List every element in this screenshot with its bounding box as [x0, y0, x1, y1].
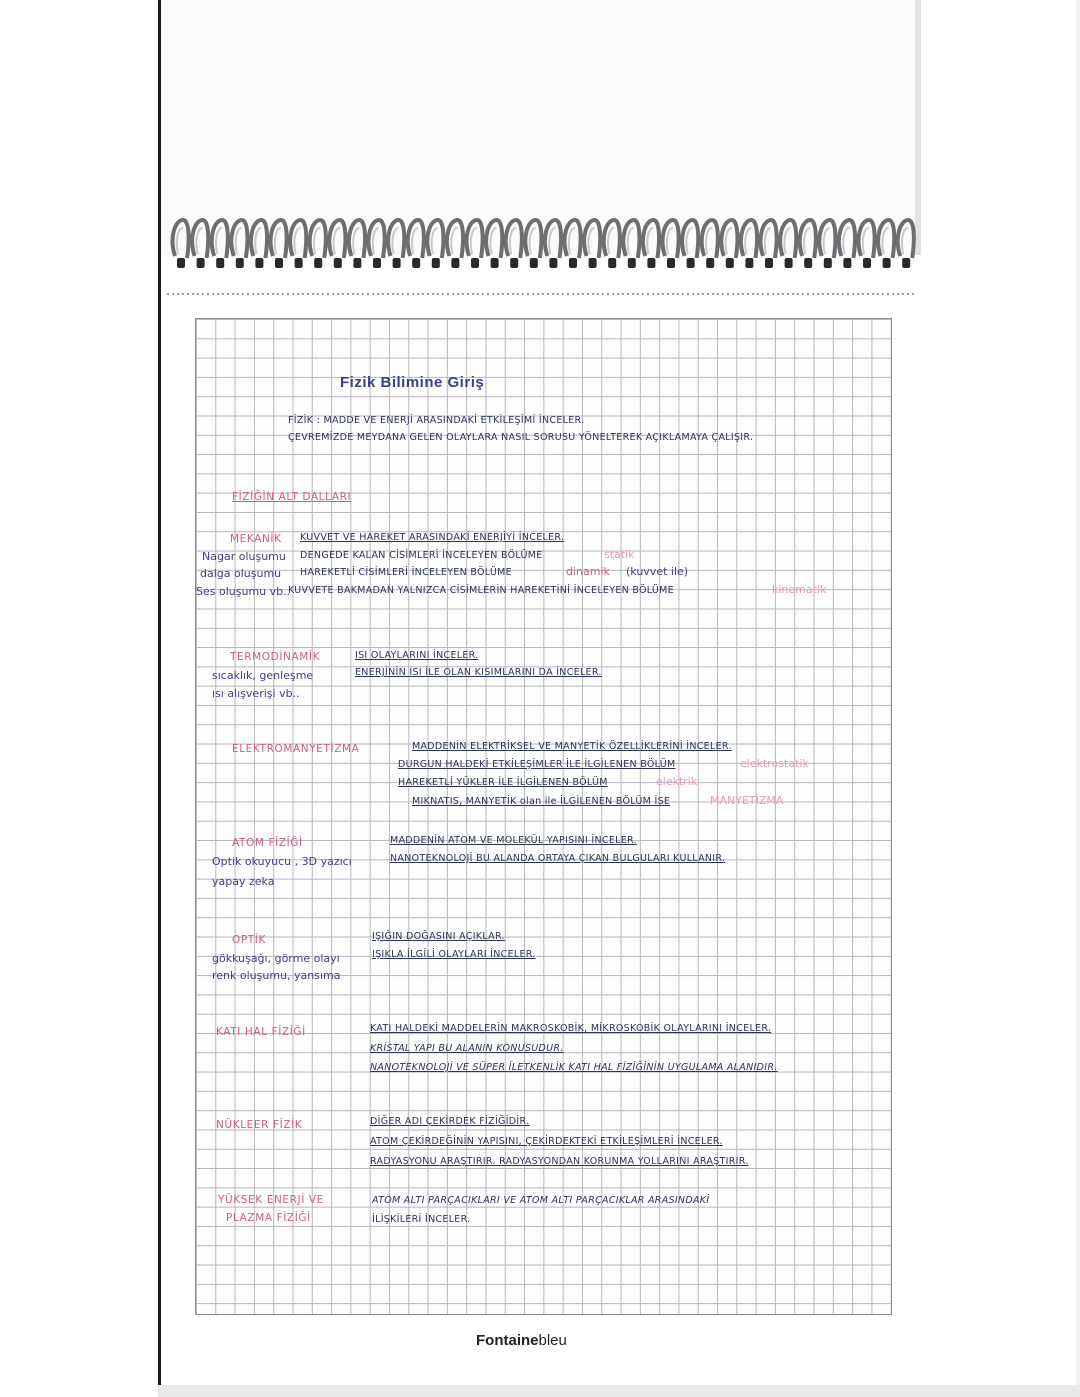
- perforation-dot: [882, 293, 884, 295]
- elektromanyetizma-line-2: DURGUN HALDEKİ ETKİLEŞİMLER İLE İLGİLENEN BÖLÜM: [398, 759, 676, 770]
- perforation-dot: [542, 293, 544, 295]
- atom-side-2: yapay zeka: [212, 875, 275, 888]
- atom-line-2: NANOTEKNOLOJİ BU ALANDA ORTAYA ÇIKAN BULGULARI KULLANIR.: [390, 853, 726, 864]
- perforation-dot: [407, 293, 409, 295]
- perforation-dot: [677, 293, 679, 295]
- definition-line-1: FİZİK : MADDE VE ENERJİ ARASINDAKİ ETKİLEŞİMİ İNCELER.: [288, 415, 585, 426]
- perforation-dot: [812, 293, 814, 295]
- spiral-coil: [212, 220, 228, 268]
- perforation-dot: [887, 293, 889, 295]
- perforation-dot: [722, 293, 724, 295]
- elektromanyetizma-term-2: elektrostatik: [740, 757, 809, 770]
- perforation-dot: [732, 293, 734, 295]
- elektromanyetizma-term-3: elektrik: [656, 775, 698, 788]
- perforation-dot: [767, 293, 769, 295]
- perforation-dot: [262, 293, 264, 295]
- elektromanyetizma-label: ELEKTROMANYETİZMA: [232, 743, 360, 755]
- yuksek-label-1: YÜKSEK ENERJİ VE: [218, 1194, 324, 1206]
- spiral-coil: [506, 220, 522, 268]
- spiral-coil: [702, 220, 718, 268]
- perforation-dot: [857, 293, 859, 295]
- perforation-dot: [167, 293, 169, 295]
- perforation-dot: [332, 293, 334, 295]
- perforation-dot: [517, 293, 519, 295]
- perforation-dot: [892, 293, 894, 295]
- perforation-dot: [702, 293, 704, 295]
- spiral-coil: [525, 220, 541, 268]
- mekanik-term-2: statik: [604, 548, 635, 561]
- perforation-line: [165, 290, 923, 298]
- spiral-coil: [290, 220, 306, 268]
- perforation-dot: [602, 293, 604, 295]
- perforation-dot: [427, 293, 429, 295]
- perforation-dot: [322, 293, 324, 295]
- spiral-coil: [447, 220, 463, 268]
- nukleer-line-2: ATOM ÇEKİRDEĞİNİN YAPISINI, ÇEKİRDEKTEKİ ETKİLEŞİMLERİ İNCELER.: [370, 1136, 723, 1147]
- spiral-coil: [584, 220, 600, 268]
- spiral-coil: [427, 220, 443, 268]
- perforation-dot: [657, 293, 659, 295]
- perforation-dot: [752, 293, 754, 295]
- notebook-brand: [476, 1332, 567, 1349]
- perforation-dot: [472, 293, 474, 295]
- perforation-dot: [532, 293, 534, 295]
- perforation-dot: [652, 293, 654, 295]
- spiral-coil: [486, 220, 502, 268]
- perforation-dot: [687, 293, 689, 295]
- spiral-coil: [839, 220, 855, 268]
- perforation-dot: [432, 293, 434, 295]
- nukleer-label: NÜKLEER FİZİK: [216, 1119, 303, 1131]
- mekanik-side-3: Ses oluşumu vb..: [196, 585, 291, 598]
- spiral-coil: [192, 220, 208, 268]
- perforation-dot: [282, 293, 284, 295]
- mekanik-extra-3: (kuvvet ile): [626, 565, 689, 578]
- perforation-dot: [302, 293, 304, 295]
- perforation-dot: [222, 293, 224, 295]
- spiral-coil: [329, 220, 345, 268]
- perforation-dot: [392, 293, 394, 295]
- perforation-dot: [412, 293, 414, 295]
- perforation-dot: [292, 293, 294, 295]
- perforation-dot: [622, 293, 624, 295]
- perforation-dot: [727, 293, 729, 295]
- atom-label: ATOM FİZİĞİ: [232, 837, 303, 849]
- spiral-coil: [349, 220, 365, 268]
- elektromanyetizma-term-4: MANYETİZMA: [710, 794, 784, 807]
- perforation-dot: [717, 293, 719, 295]
- mekanik-term-3: dinamik: [566, 565, 610, 578]
- perforation-dot: [477, 293, 479, 295]
- perforation-dot: [362, 293, 364, 295]
- katihal-line-2: KRİSTAL YAPI BU ALANIN KONUSUDUR.: [370, 1043, 564, 1054]
- spiral-coil: [800, 220, 816, 268]
- termodinamik-side-1: sıcaklık, genleşme: [212, 669, 314, 682]
- spiral-coil: [780, 220, 796, 268]
- perforation-dot: [582, 293, 584, 295]
- perforation-dot: [387, 293, 389, 295]
- perforation-dot: [637, 293, 639, 295]
- perforation-dot: [327, 293, 329, 295]
- mekanik-term-4: kinematik: [772, 583, 827, 596]
- perforation-dot: [912, 293, 914, 295]
- perforation-dot: [352, 293, 354, 295]
- perforation-dot: [827, 293, 829, 295]
- perforation-dot: [792, 293, 794, 295]
- termodinamik-label: TERMODİNAMİK: [230, 651, 321, 663]
- perforation-dot: [552, 293, 554, 295]
- perforation-dot: [382, 293, 384, 295]
- spiral-coil: [310, 220, 326, 268]
- perforation-dot: [192, 293, 194, 295]
- perforation-dot: [572, 293, 574, 295]
- perforation-dot: [662, 293, 664, 295]
- perforation-dot: [422, 293, 424, 295]
- perforation-dot: [902, 293, 904, 295]
- perforation-dot: [627, 293, 629, 295]
- perforation-dot: [417, 293, 419, 295]
- perforation-dot: [502, 293, 504, 295]
- perforation-dot: [252, 293, 254, 295]
- optik-label: OPTİK: [232, 934, 266, 946]
- page-title: Fizik Bilimine Giriş: [340, 374, 485, 391]
- spiral-coil: [682, 220, 698, 268]
- optik-side-2: renk oluşumu, yansıma: [212, 969, 341, 982]
- perforation-dot: [217, 293, 219, 295]
- perforation-dot: [872, 293, 874, 295]
- spiral-coil: [721, 220, 737, 268]
- spiral-coil: [623, 220, 639, 268]
- nukleer-line-3: RADYASYONU ARAŞTIRIR. RADYASYONDAN KORUNMA YOLLARINI ARAŞTIRIR.: [370, 1156, 749, 1167]
- perforation-dot: [272, 293, 274, 295]
- optik-line-2: IŞIKLA İLGİLİ OLAYLARI İNCELER.: [372, 949, 536, 960]
- perforation-dot: [287, 293, 289, 295]
- perforation-dot: [647, 293, 649, 295]
- perforation-dot: [397, 293, 399, 295]
- spiral-coil: [467, 220, 483, 268]
- perforation-dot: [307, 293, 309, 295]
- spiral-coil: [271, 220, 287, 268]
- perforation-dot: [482, 293, 484, 295]
- perforation-dot: [337, 293, 339, 295]
- termodinamik-line-2: ENERJİNİN ISI İLE OLAN KISIMLARINI DA İNCELER.: [355, 667, 602, 678]
- page-shadow-bottom: [158, 1385, 1080, 1397]
- perforation-dot: [512, 293, 514, 295]
- perforation-dot: [372, 293, 374, 295]
- mekanik-line-2: DENGEDE KALAN CİSİMLERİ İNCELEYEN BÖLÜME: [300, 550, 543, 561]
- spiral-coil: [819, 220, 835, 268]
- perforation-dot: [557, 293, 559, 295]
- perforation-dot: [592, 293, 594, 295]
- perforation-dot: [467, 293, 469, 295]
- perforation-dot: [537, 293, 539, 295]
- perforation-dot: [342, 293, 344, 295]
- mekanik-line-3: HAREKETLİ CİSİMLERİ İNCELEYEN BÖLÜME: [300, 567, 512, 578]
- katihal-label: KATI HAL FİZİĞİ: [216, 1026, 306, 1038]
- spiral-coil: [643, 220, 659, 268]
- mekanik-label: MEKANİK: [230, 533, 282, 545]
- perforation-dot: [172, 293, 174, 295]
- perforation-dot: [807, 293, 809, 295]
- perforation-dot: [607, 293, 609, 295]
- perforation-dot: [832, 293, 834, 295]
- perforation-dot: [742, 293, 744, 295]
- yuksek-label-2: PLAZMA FİZİĞİ: [226, 1212, 311, 1224]
- spiral-coil: [173, 220, 189, 268]
- perforation-dot: [822, 293, 824, 295]
- perforation-dot: [487, 293, 489, 295]
- perforation-dot: [507, 293, 509, 295]
- perforation-dot: [452, 293, 454, 295]
- spiral-coil: [545, 220, 561, 268]
- spiral-coil: [761, 220, 777, 268]
- perforation-dot: [562, 293, 564, 295]
- perforation-dot: [802, 293, 804, 295]
- perforation-dot: [462, 293, 464, 295]
- yuksek-line-1: ATOM ALTI PARÇACIKLARI VE ATOM ALTI PARÇACIKLAR ARASINDAKİ: [372, 1195, 710, 1206]
- perforation-dot: [787, 293, 789, 295]
- mekanik-side-2: dalga oluşumu: [200, 567, 282, 580]
- perforation-dot: [782, 293, 784, 295]
- perforation-dot: [617, 293, 619, 295]
- perforation-dot: [447, 293, 449, 295]
- spiral-coil: [231, 220, 247, 268]
- spiral-coil: [408, 220, 424, 268]
- perforation-dot: [347, 293, 349, 295]
- mekanik-side-1: Nagar oluşumu: [202, 550, 286, 563]
- perforation-dot: [847, 293, 849, 295]
- perforation-dot: [257, 293, 259, 295]
- perforation-dot: [277, 293, 279, 295]
- perforation-dot: [457, 293, 459, 295]
- perforation-dot: [907, 293, 909, 295]
- elektromanyetizma-line-1: MADDENİN ELEKTRİKSEL VE MANYETİK ÖZELLİKLERİNİ İNCELER.: [412, 741, 732, 752]
- perforation-dot: [202, 293, 204, 295]
- perforation-dot: [187, 293, 189, 295]
- spiral-coil: [663, 220, 679, 268]
- spiral-coil: [898, 220, 914, 268]
- spiral-coil: [859, 220, 875, 268]
- perforation-dot: [197, 293, 199, 295]
- perforation-dot: [237, 293, 239, 295]
- perforation-dot: [357, 293, 359, 295]
- perforation-dot: [842, 293, 844, 295]
- spiral-coil: [369, 220, 385, 268]
- perforation-dot: [747, 293, 749, 295]
- nukleer-line-1: DİĞER ADI ÇEKİRDEK FİZİĞİDİR.: [370, 1116, 530, 1127]
- perforation-dot: [587, 293, 589, 295]
- perforation-dot: [682, 293, 684, 295]
- perforation-dot: [312, 293, 314, 295]
- atom-side-1: Optik okuyucu , 3D yazıcı: [212, 855, 352, 868]
- termodinamik-side-2: ısı alışverişi vb..: [212, 687, 300, 700]
- mekanik-line-1: KUVVET VE HAREKET ARASINDAKİ ENERJİYİ İNCELER.: [300, 532, 565, 543]
- perforation-dot: [267, 293, 269, 295]
- perforation-dot: [852, 293, 854, 295]
- perforation-dot: [437, 293, 439, 295]
- spiral-coil: [604, 220, 620, 268]
- page-edge-right: [1076, 0, 1080, 1397]
- perforation-dot: [577, 293, 579, 295]
- optik-side-1: gökkuşağı, görme olayı: [212, 952, 340, 965]
- perforation-dot: [897, 293, 899, 295]
- perforation-dot: [182, 293, 184, 295]
- perforation-dot: [692, 293, 694, 295]
- perforation-dot: [317, 293, 319, 295]
- perforation-dot: [697, 293, 699, 295]
- perforation-dot: [522, 293, 524, 295]
- perforation-dot: [227, 293, 229, 295]
- definition-line-2: ÇEVREMİZDE MEYDANA GELEN OLAYLARA NASIL SORUSU YÖNELTEREK AÇIKLAMAYA ÇALIŞIR.: [288, 432, 754, 443]
- perforation-dot: [367, 293, 369, 295]
- spiral-binding: [165, 198, 925, 288]
- perforation-dot: [247, 293, 249, 295]
- brand-light: bleu: [538, 1332, 567, 1349]
- katihal-line-3: NANOTEKNOLOJİ VE SÜPER İLETKENLİK KATI HAL FİZİĞİNİN UYGULAMA ALANIDIR.: [370, 1062, 778, 1073]
- perforation-dot: [232, 293, 234, 295]
- perforation-dot: [207, 293, 209, 295]
- perforation-dot: [667, 293, 669, 295]
- perforation-dot: [862, 293, 864, 295]
- perforation-dot: [212, 293, 214, 295]
- perforation-dot: [737, 293, 739, 295]
- perforation-dot: [772, 293, 774, 295]
- perforation-dot: [837, 293, 839, 295]
- perforation-dot: [492, 293, 494, 295]
- subheading: FİZİĞİN ALT DALLARI: [232, 491, 352, 503]
- perforation-dot: [567, 293, 569, 295]
- perforation-dot: [707, 293, 709, 295]
- elektromanyetizma-line-4: MIKNATIS, MANYETİK olan ile İLGİLENEN BÖLÜM İSE: [412, 796, 671, 807]
- perforation-dot: [527, 293, 529, 295]
- perforation-dot: [242, 293, 244, 295]
- perforation-dot: [297, 293, 299, 295]
- mekanik-line-4: KUVVETE BAKMADAN YALNIZCA CİSİMLERİN HAREKETİNİ İNCELEYEN BÖLÜME: [288, 585, 674, 596]
- spiral-coil: [251, 220, 267, 268]
- spiral-coil: [741, 220, 757, 268]
- brand-bold: Fontaine: [476, 1332, 539, 1349]
- perforation-dot: [642, 293, 644, 295]
- yuksek-line-2: İLİŞKİLERİ İNCELER.: [372, 1214, 471, 1225]
- spiral-coil: [878, 220, 894, 268]
- perforation-dot: [712, 293, 714, 295]
- perforation-dot: [672, 293, 674, 295]
- perforation-dot: [757, 293, 759, 295]
- termodinamik-line-1: ISI OLAYLARINI İNCELER.: [355, 650, 479, 661]
- perforation-dot: [797, 293, 799, 295]
- optik-line-1: IŞIĞIN DOĞASINI AÇIKLAR.: [372, 931, 505, 942]
- perforation-dot: [817, 293, 819, 295]
- perforation-dot: [377, 293, 379, 295]
- katihal-line-1: KATI HALDEKİ MADDELERİN MAKROSKOBİK, MİKROSKOBİK OLAYLARINI İNCELER.: [370, 1023, 772, 1034]
- perforation-dot: [597, 293, 599, 295]
- perforation-dot: [762, 293, 764, 295]
- perforation-dot: [177, 293, 179, 295]
- perforation-dot: [442, 293, 444, 295]
- perforation-dot: [547, 293, 549, 295]
- perforation-dot: [612, 293, 614, 295]
- perforation-dot: [777, 293, 779, 295]
- spiral-coil: [388, 220, 404, 268]
- elektromanyetizma-line-3: HAREKETLİ YÜKLER İLE İLGİLENEN BÖLÜM: [398, 777, 608, 788]
- perforation-dot: [867, 293, 869, 295]
- spiral-coil: [565, 220, 581, 268]
- atom-line-1: MADDENİN ATOM VE MOLEKÜL YAPISINI İNCELER.: [390, 835, 637, 846]
- perforation-dot: [497, 293, 499, 295]
- perforation-dot: [632, 293, 634, 295]
- perforation-dot: [877, 293, 879, 295]
- perforation-dot: [402, 293, 404, 295]
